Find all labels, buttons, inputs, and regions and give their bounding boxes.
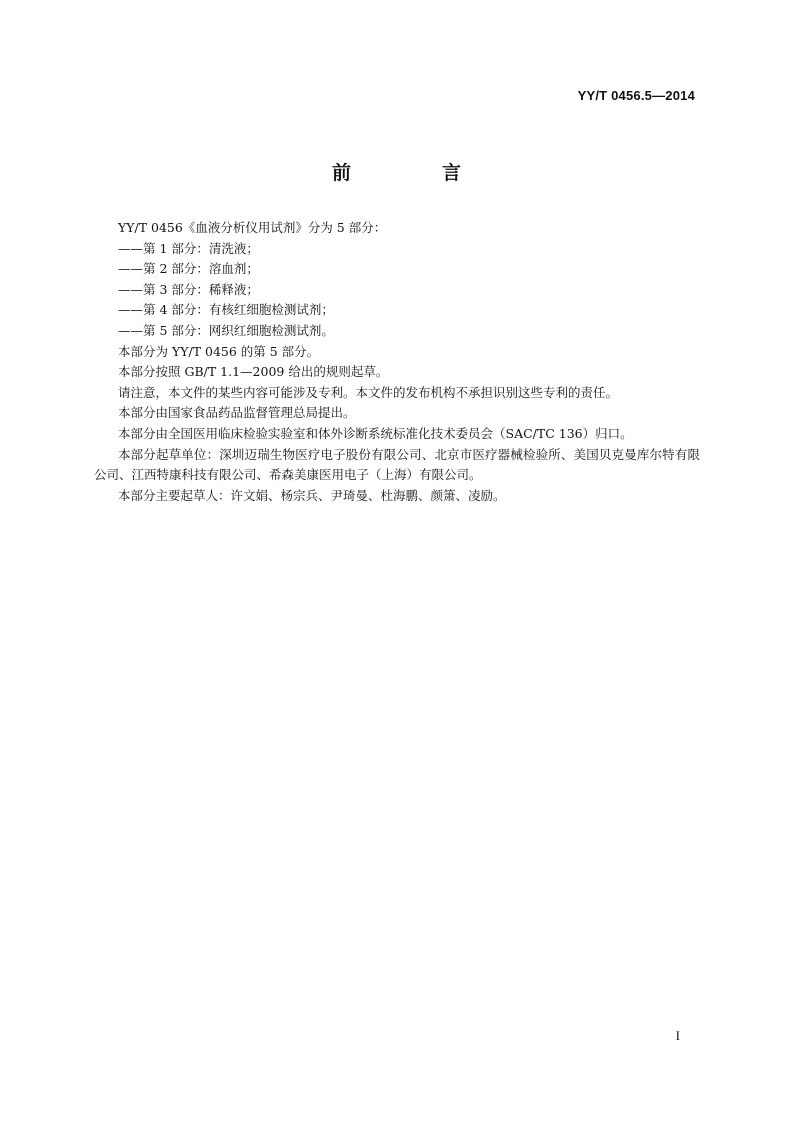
list-item-part-1: ——第 1 部分：清洗液； <box>118 240 259 256</box>
paragraph-intro: YY/T 0456《血液分析仪用试剂》分为 5 部分： <box>118 220 387 235</box>
paragraph-part-statement: 本部分为 YY/T 0456 的第 5 部分。 <box>118 343 320 359</box>
foreword-body <box>94 218 700 506</box>
standard-code: YY/T 0456.5—2014 <box>577 88 695 103</box>
list-item-part-5: ——第 5 部分：网织红细胞检测试剂。 <box>118 322 334 338</box>
paragraph-patent-notice: 请注意，本文件的某些内容可能涉及专利。本文件的发布机构不承担识别这些专利的责任。 <box>118 384 619 400</box>
paragraph-drafters: 本部分主要起草人：许文娟、杨宗兵、尹琦曼、杜海鹏、颜箫、凌励。 <box>118 487 506 503</box>
paragraph-drafting-rules: 本部分按照 GB/T 1.1—2009 给出的规则起草。 <box>118 364 389 380</box>
list-item-part-3: ——第 3 部分：稀释液； <box>118 281 259 297</box>
list-item-part-2: ——第 2 部分：溶血剂； <box>118 261 259 277</box>
paragraph-proposer: 本部分由国家食品药品监督管理总局提出。 <box>118 405 356 421</box>
page-number: I <box>675 1028 680 1043</box>
page-title: 前 言 <box>331 162 497 184</box>
list-item-part-4: ——第 4 部分：有核红细胞检测试剂； <box>118 302 334 318</box>
paragraph-committee: 本部分由全国医用临床检验实验室和体外诊断系统标准化技术委员会（SAC/TC 136）归口。 <box>118 425 633 441</box>
paragraph-drafting-units: 本部分起草单位：深圳迈瑞生物医疗电子股份有限公司、北京市医疗器械检验所、美国贝克曼库尔特有限公司、江西特康科技有限公司、希森美康医用电子（上海）有限公司。 <box>94 446 700 483</box>
